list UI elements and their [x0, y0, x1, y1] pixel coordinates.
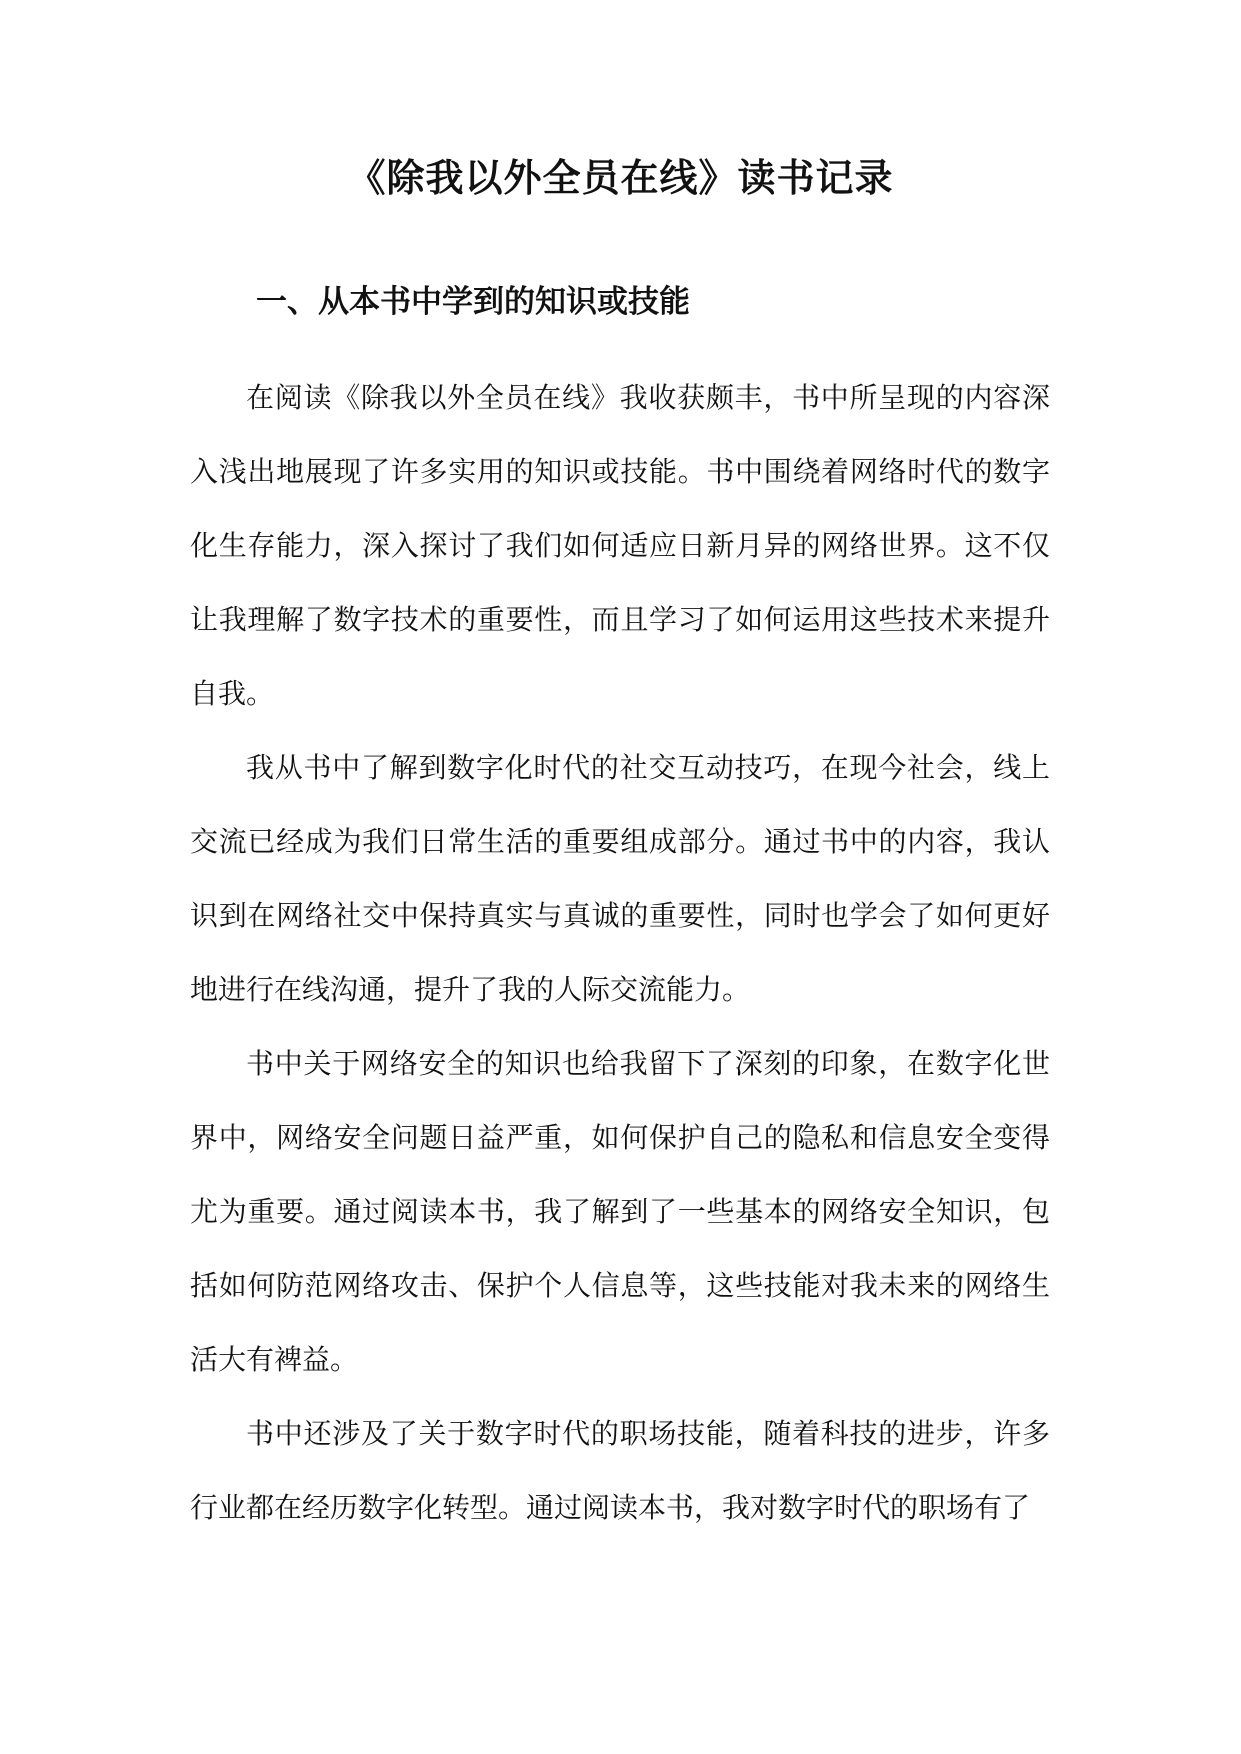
paragraph-workplace-skills: 书中还涉及了关于数字时代的职场技能，随着科技的进步，许多行业都在经历数字化转型。通过阅读本书，我对数字时代的职场有了	[190, 1417, 1050, 1524]
paragraph-network-security: 书中关于网络安全的知识也给我留下了深刻的印象，在数字化世界中，网络安全问题日益严重，如何保护自己的隐私和信息安全变得尤为重要。通过阅读本书，我了解到了一些基本的网络安全知识，包括如何防范网络攻击、保护个人信息等，这些技能对我未来的网络生活大有裨益。	[190, 1047, 1050, 1376]
document-title: 《除我以外全员在线》读书记录	[347, 156, 894, 200]
section-body	[190, 361, 1050, 1545]
paragraph-knowledge-skills: 在阅读《除我以外全员在线》我收获颇丰，书中所呈现的内容深入浅出地展现了许多实用的知识或技能。书中围绕着网络时代的数字化生存能力，深入探讨了我们如何适应日新月异的网络世界。这不仅让我理解了数字技术的重要性，而且学习了如何运用这些技术来提升自我。	[190, 381, 1050, 710]
paragraph-social-interaction: 我从书中了解到数字化时代的社交互动技巧，在现今社会，线上交流已经成为我们日常生活的重要组成部分。通过书中的内容，我认识到在网络社交中保持真实与真诚的重要性，同时也学会了如何更好地进行在线沟通，提升了我的人际交流能力。	[190, 751, 1050, 1006]
section-heading: 一、从本书中学到的知识或技能	[256, 284, 690, 320]
